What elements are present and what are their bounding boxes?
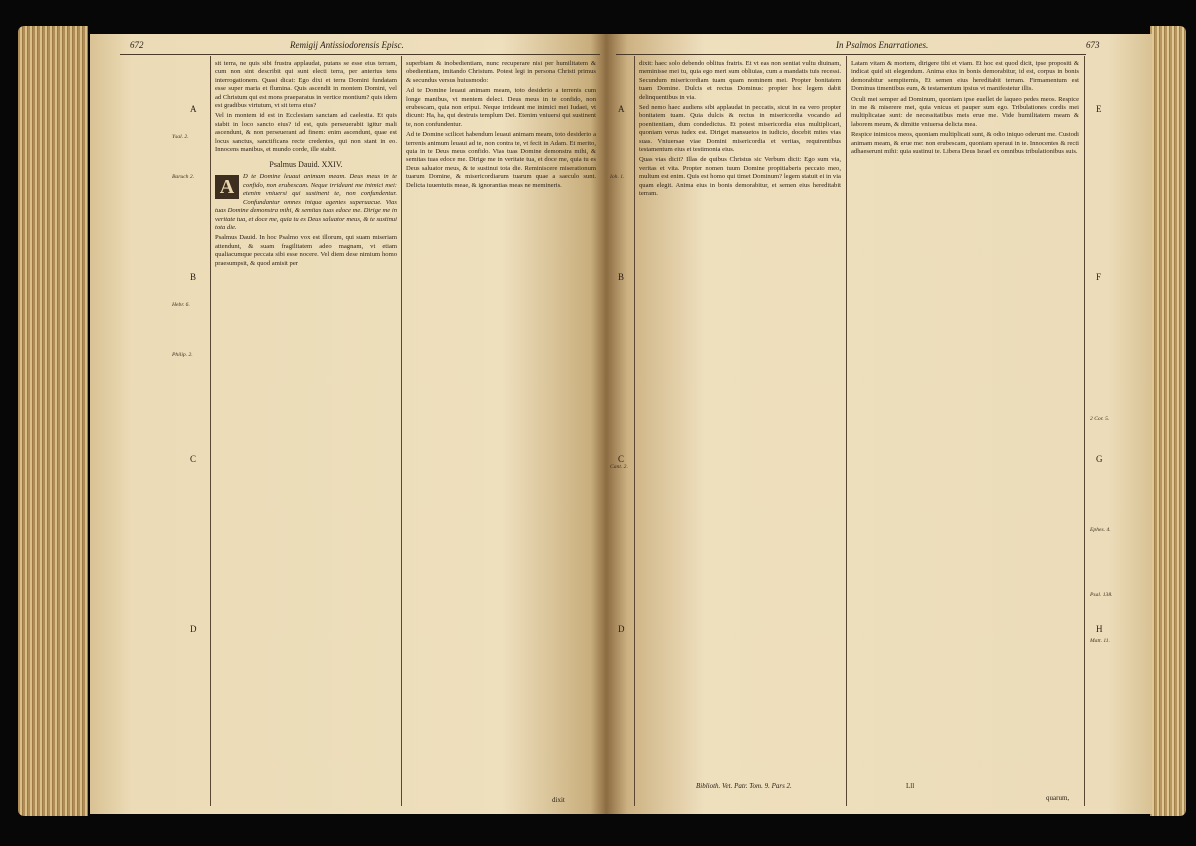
left-page [90, 34, 606, 814]
margin-note: Ioh. 1. [610, 174, 625, 180]
inner-letter-c: C [618, 454, 625, 464]
catchword: dixit [552, 796, 565, 804]
margin-letter-e: E [1096, 104, 1102, 114]
margin-letter-g: G [1096, 454, 1103, 464]
margin-letter-h: H [1096, 624, 1103, 634]
margin-letter-d: D [190, 624, 197, 634]
margin-letter-b: B [190, 272, 197, 282]
margin-note: 2 Cor. 5. [1090, 416, 1110, 422]
inner-letter-a: A [618, 104, 625, 114]
paragraph: Ad te Domine scilicet habendum leuaui animam meam, toto desiderio a terrenis animum leuaui ad te, non contra te, vt fecit in Adam. Et merito, quia in te Deus meus confido. Vias tuas Domine demonstra mihi, & semitas tuas edoce me. Dirige me in veritate tua, et doce me, quia tu es Deus saluator meus, & te sustinui tota die. Reminiscere miserationum tuarum Domine, & misericordiarum tuarum quae a saeculo sunt. Delicta iuuentutis meae, & ignorantias meas ne memineris. [406, 131, 596, 189]
paragraph: dixit: haec solo debendo oblitus fratris. Et vt eas non sentiat vultu diuinam, meminisse mei tu, quia ego meri sum obliuias, cum a mandatis tuis recessi. Secundum misericordiam tuam quam nominem mei. Propter bonitatem tuam Domine. Dulcis et rectus Dominus: propter hoc legem dabit delinquentibus in via. [639, 60, 841, 101]
psalm-heading: Psalmus Dauid. XXIV. [269, 160, 343, 170]
paragraph: Oculi mei semper ad Dominum, quoniam ipse euellet de laqueo pedes meos. Respice in me & miserere mei, quia vnicus et pauper sum ego. Tribulationes cordis mei multiplicatae sunt: de necessitatibus meis erue me. Vide humilitatem meam & laborem meum, & dimitte vniuersa delicta mea. [851, 95, 1079, 128]
header-rule [120, 54, 600, 55]
paragraph: Respice inimicos meos, quoniam multiplicati sunt, & odio iniquo oderunt me. Custodi animam meam, & erue me: non erubescam, quoniam speraui in te. Innocentes & recti adhaeserunt mihi: quia sustinui te. Libera Deus Israel ex omnibus tribulationibus suis. [851, 131, 1079, 156]
margin-note: Psal. 138. [1090, 592, 1113, 598]
paragraph: Psalmus Dauid. In hoc Psalmo vox est illorum, qui suam miseriam attendunt, & suam fragilitatem adeo magnam, vt etiam qualiacumque peccata sibi esse nocere. Vel diem dese nimium homo praesumpsit, & quod amisit per [215, 234, 397, 267]
paragraph: Quas vias dicit? Illas de quibus Christus sic Verbum dicit: Ego sum via, veritas et vita. Propter nomen tuum Domine propitiaberis peccato meo, multum est enim. Quis est homo qui timet Dominum? legem statuit ei in via quam elegit. Anima eius in bonis demorabitur, et semen eius hereditabit terram. [639, 156, 841, 198]
margin-rule [210, 56, 211, 806]
margin-letter-f: F [1096, 272, 1102, 282]
header-rule [616, 54, 1086, 55]
psalm-text: D te Domine leuaui animam meam. Deus meus in te confido, non erubescam. Neque irrideant me inimici mei: etenim vniuersi qui sustinent te, non confundentur. Confundantur omnes iniqua agentes superuacue. Vias tuas Domine demonstra mihi, & semitas tuas edoce me. Dirige me in veritate tua, et doce me, quia tu es Deus saluator meus, & te sustinui tota die. [215, 173, 397, 231]
catchword: quarum, [1046, 794, 1070, 802]
margin-note: Matt. 11. [1090, 638, 1110, 644]
signature-line: Biblioth. Vet. Patr. Tom. 9. Pars 2. [696, 782, 792, 790]
signature-mark: Lll [906, 782, 915, 790]
paragraph: superbiam & inobedientiam, nunc recuperare nisi per humilitatem & obedientiam, imitando Christum. Potest legi in persona Christi primus & secundus versus huiusmodo: [406, 60, 596, 84]
paragraph: Ad te Domine leuaui animam meam, toto desiderio a terrenis cum longe manibus, vt mentem deleci. Deus meus in te confido, non erubescam, quia non eripui. Neque irrideant me inimici mei Iudaei, vt dicunt: Ha, ha, qui destruis templum Dei. Etenim vniuersi qui sustinent te, non confundentur. [406, 87, 596, 128]
margin-letter-c: C [190, 454, 197, 464]
margin-note: Ephes. 4. [1090, 527, 1111, 533]
left-column-2 [406, 60, 596, 805]
paragraph: sit terra, ne quis sibi frustra applaudat, putans se esse eius terram, cum non sint describit qui sunt electi terra, per anterius tens interrogationem. Quasi dicat: Ego dixi et terra Domini fundatam esse super maria et flumina. Quis ascendit in montem Domini, vel ad Christum qui est mons praeparatus in vertice montium? quis idem est gradibus virtutum, vt sit terra eius? [215, 60, 397, 110]
page-block-left [18, 26, 88, 816]
margin-note: Cant. 2. [610, 464, 628, 470]
right-column-2 [851, 60, 1079, 772]
page-block-right [1150, 26, 1186, 816]
margin-note: Philip. 2. [172, 352, 193, 358]
outer-margin-rule [1084, 56, 1085, 806]
right-page-number: 673 [1086, 40, 1100, 50]
margin-note: Hebr. 6. [172, 302, 190, 308]
open-book [10, 18, 1186, 832]
left-running-title: Remigij Antissiodorensis Episc. [290, 40, 404, 50]
paragraph: Sed nemo haec audiens sibi applaudat in peccatis, sicut in ea vero propter bonitatem tuam. Quia dulcis & rectus in misericordia vocando ad poenitentiam, dum condedictus. Et potest misericordia eius multiplicari, quoniam verus iudex est. Diriget mansuetos in iudicio, docebit mites vias suas. Vniuersae viae Domini misericordia et veritas, requirentibus testamentum eius et testimonia eius. [639, 104, 841, 154]
left-page-number: 672 [130, 40, 144, 50]
margin-note: Baruch 2. [172, 174, 195, 180]
column-divider [401, 56, 402, 806]
drop-cap: A [215, 175, 239, 199]
inner-letter-b: B [618, 272, 625, 282]
right-page [606, 34, 1152, 814]
margin-letter-a: A [190, 104, 197, 114]
margin-note: Ysal. 2. [172, 134, 189, 140]
right-column-1 [639, 60, 841, 772]
inner-letter-d: D [618, 624, 625, 634]
right-running-title: In Psalmos Enarrationes. [836, 40, 929, 50]
paragraph: Vel in montem id est in Ecclesiam sanctam ad caelestia. Et quis stabit in loco sancto eius? id est, quis perseuerabit igitur mali ascendunt, & non perseuerant ad finem: enim ascendunt, quae est locus sanctus, sanctificans recte credentes, qui non stant in eo. Innocens manibus, et mundo corde, ille stabit. [215, 112, 397, 154]
paragraph: Latam vitam & mortem, dirigere tibi et viam. Et hoc est quod dicit, ipse propositi & indicat quid sit elegendum. Anima eius in bonis demorabitur, id est, corpus in bonis demorabitur sempiternis, Et semen eius hereditabit terram. Firmamentum est Dominus timentibus eum, & testamentum ipsius vt manifestetur illis. [851, 60, 1079, 93]
inner-margin-rule [634, 56, 635, 806]
left-column-1 [215, 60, 397, 805]
column-divider [846, 56, 847, 806]
